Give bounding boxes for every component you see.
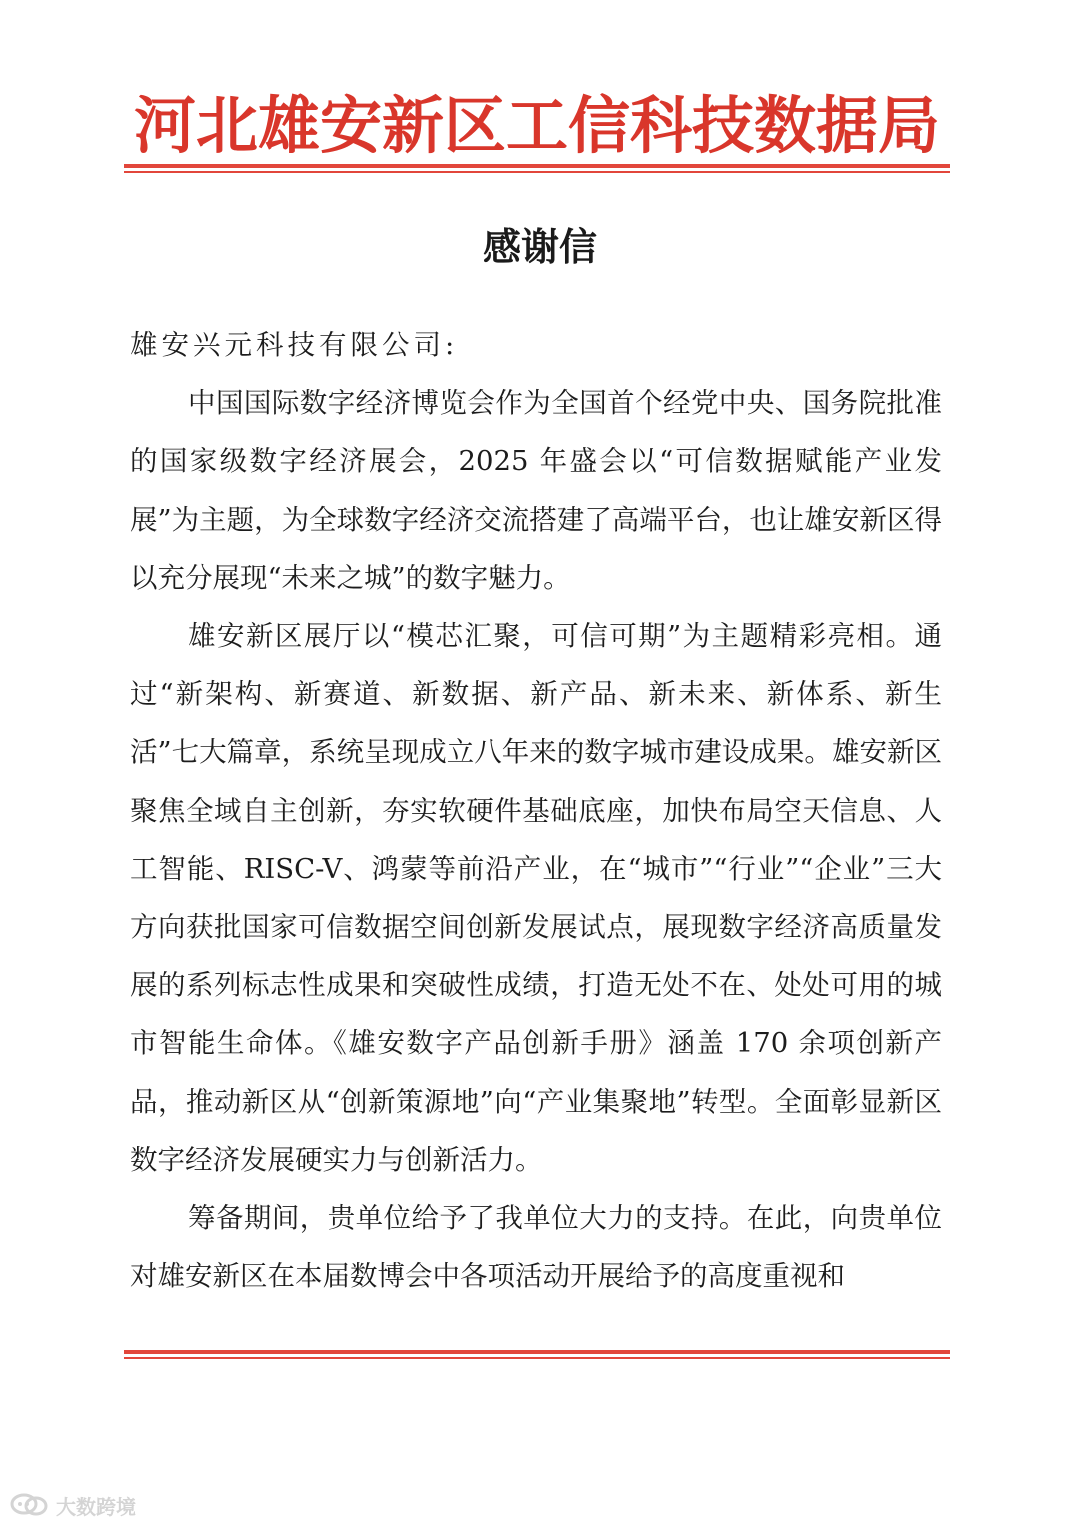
letterhead-double-rule xyxy=(124,164,950,173)
footer-double-rule xyxy=(124,1350,950,1359)
paragraph-1: 中国国际数字经济博览会作为全国首个经党中央、国务院批准的国家级数字经济展会，2025 年盛会以“可信数据赋能产业发展”为主题，为全球数字经济交流搭建了高端平台，也让雄安新区得以充分展现“未来之城”的数字魅力。 xyxy=(130,387,942,594)
document-title: 感谢信 xyxy=(482,224,597,269)
letterhead-org-name: 河北雄安新区工信科技数据局 xyxy=(133,89,940,162)
watermark-text: 大数跨境 xyxy=(56,1494,136,1519)
paragraph-3: 筹备期间，贵单位给予了我单位大力的支持。在此，向贵单位对雄安新区在本届数博会中各项活动开展给予的高度重视和 xyxy=(130,1202,942,1293)
chat-bubble-logo-icon xyxy=(10,1492,50,1518)
salutation: 雄安兴元科技有限公司: xyxy=(130,329,459,361)
paragraph-2: 雄安新区展厅以“模芯汇聚，可信可期”为主题精彩亮相。通过“新架构、新赛道、新数据、新产品、新未来、新体系、新生活”七大篇章，系统呈现成立八年来的数字城市建设成果。雄安新区聚焦全域自主创新，夯实软硬件基础底座，加快布局空天信息、人工智能、RISC-V、鸿蒙等前沿产业，在“城市”“行业”“企业”三大方向获批国家可信数据空间创新发展试点，展现数字经济高质量发展的系列标志性成果和突破性成绩，打造无处不在、处处可用的城市智能生命体。《雄安数字产品创新手册》涵盖 170 余项创新产品，推动新区从“创新策源地”向“产业集聚地”转型。全面彰显新区数字经济发展硬实力与创新活力。 xyxy=(130,620,942,1176)
watermark xyxy=(10,1490,136,1520)
letter-body xyxy=(130,316,942,1305)
